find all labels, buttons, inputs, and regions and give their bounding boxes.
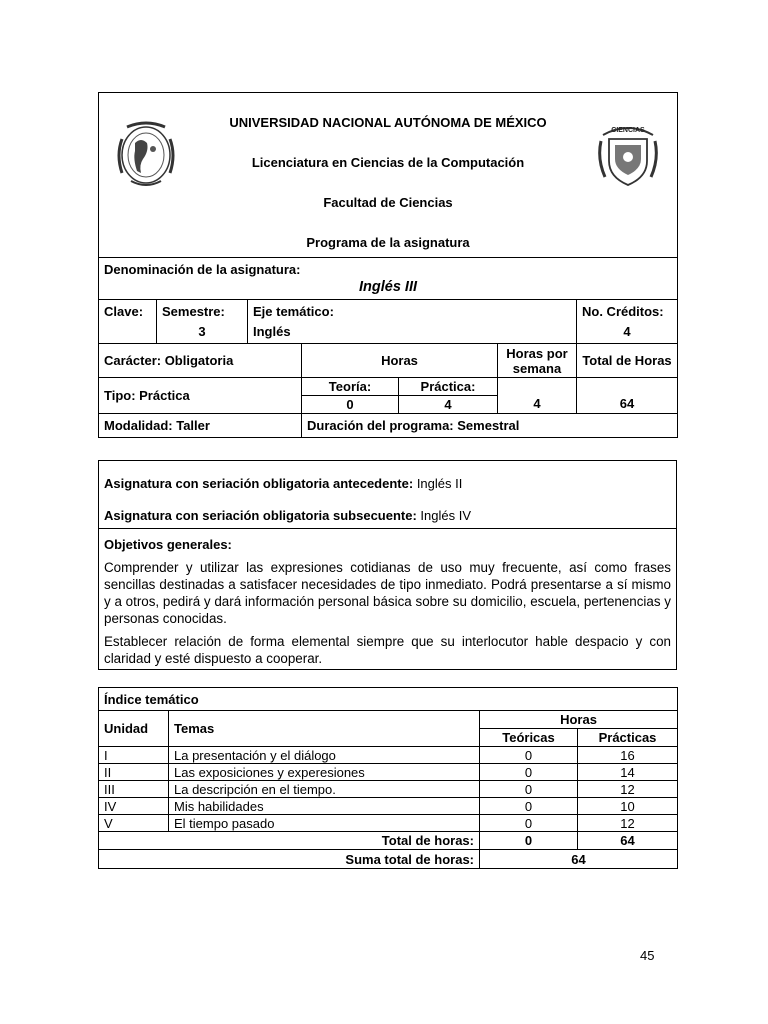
- horas-semana-header: Horas por semana: [498, 344, 577, 378]
- objectives-title: Objetivos generales:: [104, 537, 232, 552]
- col-unidad: Unidad: [99, 711, 169, 747]
- row-theory: 0: [480, 764, 578, 781]
- svg-text:CIENCIAS: CIENCIAS: [611, 127, 645, 134]
- row-practice: 14: [578, 764, 678, 781]
- row-unit: V: [99, 815, 169, 832]
- practica-label: Práctica:: [399, 378, 498, 396]
- thematic-index-table: [98, 687, 678, 869]
- row-topic: La descripción en el tiempo.: [169, 781, 480, 798]
- creditos-value: 4: [623, 324, 631, 339]
- total-theory: 0: [480, 832, 578, 850]
- total-practice: 64: [578, 832, 678, 850]
- clave-label: Clave:: [99, 300, 157, 344]
- horas-header: Horas: [302, 344, 498, 378]
- table-row: [99, 764, 678, 781]
- row-unit: III: [99, 781, 169, 798]
- teoria-value: 0: [302, 396, 399, 414]
- row-topic: La presentación y el diálogo: [169, 747, 480, 764]
- table-row: [99, 798, 678, 815]
- row-practice: 10: [578, 798, 678, 815]
- page-number: 45: [640, 948, 655, 963]
- modalidad-cell: Modalidad: Taller: [99, 414, 302, 438]
- program-title: Programa de la asignatura: [306, 235, 470, 250]
- total-horas-header: Total de Horas: [577, 344, 678, 378]
- teoria-label: Teoría:: [302, 378, 399, 396]
- row-practice: 12: [578, 815, 678, 832]
- seriation-cell: [99, 461, 677, 529]
- creditos-label: No. Créditos:: [582, 304, 664, 319]
- caracter-cell: Carácter: Obligatoria: [99, 344, 302, 378]
- faculty-name: Facultad de Ciencias: [323, 195, 453, 210]
- row-topic: Mis habilidades: [169, 798, 480, 815]
- duracion-cell: Duración del programa: Semestral: [302, 414, 678, 438]
- antecedent-line: [104, 476, 671, 491]
- antecedent-value: Inglés II: [416, 476, 463, 491]
- objectives-paragraph-1: Comprender y utilizar las expresiones cotidianas de uso muy frecuente, así como frases sencillas destinadas a satisfacer necesidades de tipo inmediato. Podrá presentarse a sí mismo y a otros, pedirá y dará información personal básica sobre su domicilio, escuela, pertenencias y personas conocidas.: [104, 560, 671, 626]
- col-temas: Temas: [169, 711, 480, 747]
- objectives-paragraph-2: Establecer relación de forma elemental siempre que su interlocutor hable despacio y con claridad y esté dispuesto a cooperar.: [104, 634, 671, 666]
- row-theory: 0: [480, 815, 578, 832]
- row-unit: II: [99, 764, 169, 781]
- col-teoricas: Teóricas: [480, 729, 578, 747]
- objectives-table: [98, 460, 677, 670]
- table-row: [99, 747, 678, 764]
- practica-value: 4: [399, 396, 498, 414]
- table-row: [99, 781, 678, 798]
- eje-label: Eje temático:: [253, 304, 334, 319]
- subsequent-line: [104, 508, 671, 523]
- semestre-value: 3: [198, 324, 206, 339]
- denomination-label: Denominación de la asignatura:: [104, 262, 301, 277]
- subject-name: Inglés III: [359, 279, 418, 295]
- row-practice: 12: [578, 781, 678, 798]
- total-horas-value: 64: [577, 378, 678, 414]
- eje-value: Inglés: [253, 324, 291, 339]
- subsequent-label: Asignatura con seriación obligatoria subsecuente:: [104, 508, 417, 523]
- semestre-label: Semestre:: [162, 304, 225, 319]
- row-topic: Las exposiciones y experesiones: [169, 764, 480, 781]
- tipo-cell: Tipo: Práctica: [99, 378, 302, 414]
- university-name: UNIVERSIDAD NACIONAL AUTÓNOMA DE MÉXICO: [229, 115, 547, 130]
- eje-cell: [248, 300, 577, 344]
- total-hours-label: Total de horas:: [99, 832, 480, 850]
- antecedent-label: Asignatura con seriación obligatoria antecedente:: [104, 476, 414, 491]
- semestre-cell: [157, 300, 248, 344]
- index-title: Índice temático: [99, 688, 678, 711]
- subject-info-table: [98, 92, 678, 438]
- sum-hours-value: 64: [480, 850, 678, 869]
- row-practice: 16: [578, 747, 678, 764]
- document-header: [99, 93, 678, 258]
- row-theory: 0: [480, 798, 578, 815]
- degree-name: Licenciatura en Ciencias de la Computación: [251, 155, 525, 170]
- table-row: [99, 815, 678, 832]
- subsequent-value: Inglés IV: [420, 508, 472, 523]
- ciencias-seal-icon: [595, 119, 661, 189]
- objectives-cell: [99, 529, 677, 670]
- col-horas: Horas: [480, 711, 678, 729]
- creditos-cell: [577, 300, 678, 344]
- row-theory: 0: [480, 781, 578, 798]
- denomination-cell: [99, 258, 678, 300]
- row-theory: 0: [480, 747, 578, 764]
- col-practicas: Prácticas: [578, 729, 678, 747]
- sum-hours-label: Suma total de horas:: [99, 850, 480, 869]
- horas-semana-value: 4: [498, 378, 577, 414]
- row-unit: IV: [99, 798, 169, 815]
- row-topic: El tiempo pasado: [169, 815, 480, 832]
- row-unit: I: [99, 747, 169, 764]
